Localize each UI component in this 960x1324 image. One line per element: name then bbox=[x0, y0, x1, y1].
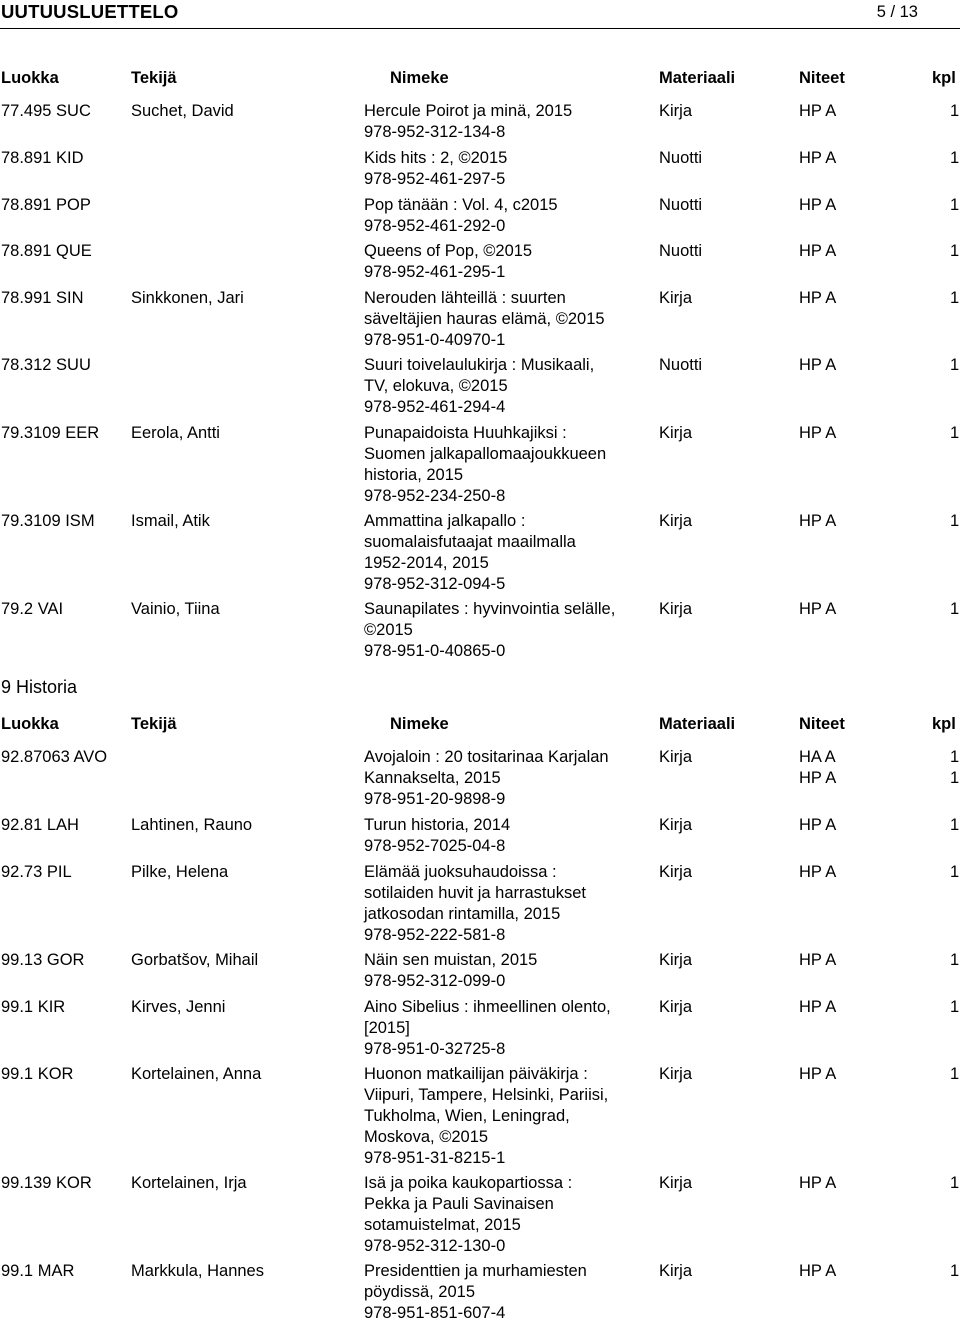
column-header-niteet: Niteet bbox=[799, 69, 845, 87]
title-line: Kids hits : 2, ©2015 bbox=[364, 149, 508, 167]
column-header-nimeke: Nimeke bbox=[390, 715, 449, 733]
class-code: 78.891 KID bbox=[1, 149, 84, 167]
class-code: 78.891 QUE bbox=[1, 242, 92, 260]
title-line: Pekka ja Pauli Savinaisen bbox=[364, 1195, 554, 1213]
page-number: 5 / 13 bbox=[876, 3, 918, 21]
material-type: Kirja bbox=[659, 1262, 693, 1280]
location-code: HP A bbox=[799, 356, 837, 374]
column-header-row-2 bbox=[0, 714, 960, 735]
class-code: 77.495 SUC bbox=[1, 102, 91, 120]
title-line: Turun historia, 2014 bbox=[364, 816, 511, 834]
count-value: 1 bbox=[950, 512, 960, 530]
isbn: 978-952-222-581-8 bbox=[364, 926, 506, 944]
isbn: 978-951-0-32725-8 bbox=[364, 1040, 506, 1058]
title-line: Presidenttien ja murhamiesten bbox=[364, 1262, 587, 1280]
copies-count bbox=[950, 815, 959, 836]
title-line: Elämää juoksuhaudoissa : bbox=[364, 863, 557, 881]
count-value: 1 bbox=[950, 289, 960, 307]
section-title: 9 Historia bbox=[1, 677, 78, 697]
title-block bbox=[364, 862, 654, 946]
title-line: pöydissä, 2015 bbox=[364, 1283, 475, 1301]
title-block bbox=[364, 101, 654, 143]
isbn: 978-952-461-297-5 bbox=[364, 170, 506, 188]
isbn: 978-952-312-134-8 bbox=[364, 123, 506, 141]
title-line: TV, elokuva, ©2015 bbox=[364, 377, 508, 395]
title-line: Avojaloin : 20 tositarinaa Karjalan bbox=[364, 748, 609, 766]
count-value: 1 bbox=[950, 102, 960, 120]
copies-location bbox=[799, 1261, 836, 1282]
copies-location bbox=[799, 950, 836, 971]
copies-count bbox=[950, 423, 959, 444]
title-line: säveltäjien hauras elämä, ©2015 bbox=[364, 310, 605, 328]
document-title: UUTUUSLUETTELO bbox=[1, 1, 179, 22]
isbn: 978-952-312-099-0 bbox=[364, 972, 506, 990]
count-value: 1 bbox=[950, 242, 960, 260]
class-code: 92.81 LAH bbox=[1, 816, 79, 834]
title-line: Suuri toivelaulukirja : Musikaali, bbox=[364, 356, 595, 374]
copies-count bbox=[950, 511, 959, 532]
copies-location bbox=[799, 1173, 836, 1194]
copies-count bbox=[950, 599, 959, 620]
title-line: jatkosodan rintamilla, 2015 bbox=[364, 905, 561, 923]
author: Pilke, Helena bbox=[131, 863, 229, 881]
location-code: HP A bbox=[799, 102, 837, 120]
title-line: Tukholma, Wien, Leningrad, bbox=[364, 1107, 570, 1125]
location-code: HP A bbox=[799, 289, 837, 307]
count-value: 1 bbox=[950, 863, 960, 881]
author: Sinkkonen, Jari bbox=[131, 289, 244, 307]
title-block bbox=[364, 997, 654, 1060]
location-code: HA A bbox=[799, 748, 836, 766]
location-code: HP A bbox=[799, 863, 837, 881]
title-line: Hercule Poirot ja minä, 2015 bbox=[364, 102, 573, 120]
count-value: 1 bbox=[950, 424, 960, 442]
copies-location bbox=[799, 511, 836, 532]
title-line: Isä ja poika kaukopartiossa : bbox=[364, 1174, 573, 1192]
material-type: Kirja bbox=[659, 1174, 693, 1192]
count-value: 1 bbox=[950, 1262, 960, 1280]
count-value: 1 bbox=[950, 196, 960, 214]
title-block bbox=[364, 241, 654, 283]
copies-count bbox=[950, 148, 959, 169]
title-line: sotamuistelmat, 2015 bbox=[364, 1216, 521, 1234]
copies-location bbox=[799, 423, 836, 444]
isbn: 978-952-312-130-0 bbox=[364, 1237, 506, 1255]
copies-count bbox=[950, 241, 959, 262]
copies-count bbox=[950, 1064, 959, 1085]
material-type: Kirja bbox=[659, 998, 693, 1016]
location-code: HP A bbox=[799, 769, 837, 787]
location-code: HP A bbox=[799, 600, 837, 618]
material-type: Kirja bbox=[659, 102, 693, 120]
copies-location bbox=[799, 355, 836, 376]
title-line: historia, 2015 bbox=[364, 466, 464, 484]
material-type: Nuotti bbox=[659, 356, 703, 374]
author: Vainio, Tiina bbox=[131, 600, 220, 618]
title-line: [2015] bbox=[364, 1019, 410, 1037]
class-code: 78.991 SIN bbox=[1, 289, 84, 307]
isbn: 978-951-20-9898-9 bbox=[364, 790, 506, 808]
column-header-luokka: Luokka bbox=[1, 69, 59, 87]
copies-location bbox=[799, 101, 836, 122]
page-header bbox=[0, 0, 960, 28]
copies-location bbox=[799, 1064, 836, 1085]
title-block bbox=[364, 195, 654, 237]
material-type: Kirja bbox=[659, 951, 693, 969]
material-type: Nuotti bbox=[659, 242, 703, 260]
copies-count bbox=[950, 288, 959, 309]
copies-count bbox=[950, 950, 959, 971]
material-type: Nuotti bbox=[659, 196, 703, 214]
title-block bbox=[364, 599, 654, 662]
title-line: Suomen jalkapallomaajoukkueen bbox=[364, 445, 607, 463]
author: Lahtinen, Rauno bbox=[131, 816, 253, 834]
copies-count bbox=[950, 1261, 959, 1282]
copies-count bbox=[950, 355, 959, 376]
copies-count bbox=[950, 747, 959, 789]
column-header-materiaali: Materiaali bbox=[659, 715, 736, 733]
title-block bbox=[364, 511, 654, 595]
count-value: 1 bbox=[950, 998, 960, 1016]
title-block bbox=[364, 747, 654, 810]
location-code: HP A bbox=[799, 424, 837, 442]
material-type: Kirja bbox=[659, 816, 693, 834]
author: Kirves, Jenni bbox=[131, 998, 226, 1016]
location-code: HP A bbox=[799, 512, 837, 530]
class-code: 78.312 SUU bbox=[1, 356, 91, 374]
copies-location bbox=[799, 862, 836, 883]
location-code: HP A bbox=[799, 998, 837, 1016]
copies-location bbox=[799, 747, 836, 789]
title-block bbox=[364, 423, 654, 507]
isbn: 978-952-461-295-1 bbox=[364, 263, 506, 281]
copies-count bbox=[950, 101, 959, 122]
class-code: 79.2 VAI bbox=[1, 600, 64, 618]
isbn: 978-952-312-094-5 bbox=[364, 575, 506, 593]
author: Suchet, David bbox=[131, 102, 234, 120]
title-line: 1952-2014, 2015 bbox=[364, 554, 489, 572]
author: Ismail, Atik bbox=[131, 512, 210, 530]
column-header-kpl: kpl bbox=[932, 715, 956, 733]
author: Gorbatšov, Mihail bbox=[131, 951, 259, 969]
copies-location bbox=[799, 195, 836, 216]
header-divider bbox=[0, 28, 960, 29]
class-code: 92.87063 AVO bbox=[1, 748, 108, 766]
title-line: Viipuri, Tampere, Helsinki, Pariisi, bbox=[364, 1086, 609, 1104]
title-line: Nerouden lähteillä : suurten bbox=[364, 289, 566, 307]
class-code: 99.139 KOR bbox=[1, 1174, 92, 1192]
title-block bbox=[364, 288, 654, 351]
location-code: HP A bbox=[799, 1065, 837, 1083]
title-line: suomalaisfutaajat maailmalla bbox=[364, 533, 576, 551]
title-line: Saunapilates : hyvinvointia selälle, bbox=[364, 600, 616, 618]
isbn: 978-952-7025-04-8 bbox=[364, 837, 506, 855]
title-line: Näin sen muistan, 2015 bbox=[364, 951, 538, 969]
title-block bbox=[364, 815, 654, 857]
copies-location bbox=[799, 815, 836, 836]
column-header-tekija: Tekijä bbox=[131, 715, 177, 733]
copies-location bbox=[799, 241, 836, 262]
count-value: 1 bbox=[950, 748, 960, 766]
title-block bbox=[364, 1064, 654, 1169]
title-line: Huonon matkailijan päiväkirja : bbox=[364, 1065, 588, 1083]
material-type: Kirja bbox=[659, 512, 693, 530]
count-value: 1 bbox=[950, 816, 960, 834]
column-header-materiaali: Materiaali bbox=[659, 69, 736, 87]
title-line: Moskova, ©2015 bbox=[364, 1128, 489, 1146]
author: Kortelainen, Anna bbox=[131, 1065, 262, 1083]
column-header-niteet: Niteet bbox=[799, 715, 845, 733]
material-type: Nuotti bbox=[659, 149, 703, 167]
title-line: Punapaidoista Huuhkajiksi : bbox=[364, 424, 567, 442]
copies-count bbox=[950, 1173, 959, 1194]
title-line: sotilaiden huvit ja harrastukset bbox=[364, 884, 586, 902]
column-header-luokka: Luokka bbox=[1, 715, 59, 733]
material-type: Kirja bbox=[659, 424, 693, 442]
class-code: 92.73 PIL bbox=[1, 863, 72, 881]
class-code: 99.1 MAR bbox=[1, 1262, 75, 1280]
class-code: 79.3109 EER bbox=[1, 424, 100, 442]
material-type: Kirja bbox=[659, 600, 693, 618]
author: Eerola, Antti bbox=[131, 424, 220, 442]
location-code: HP A bbox=[799, 149, 837, 167]
isbn: 978-952-461-292-0 bbox=[364, 217, 506, 235]
isbn: 978-951-0-40865-0 bbox=[364, 642, 506, 660]
title-block bbox=[364, 1261, 654, 1324]
material-type: Kirja bbox=[659, 748, 693, 766]
title-block bbox=[364, 950, 654, 992]
copies-location bbox=[799, 148, 836, 169]
title-line: Kannakselta, 2015 bbox=[364, 769, 501, 787]
location-code: HP A bbox=[799, 1174, 837, 1192]
class-code: 99.13 GOR bbox=[1, 951, 85, 969]
isbn: 978-951-851-607-4 bbox=[364, 1304, 506, 1322]
copies-count bbox=[950, 195, 959, 216]
title-line: Pop tänään : Vol. 4, c2015 bbox=[364, 196, 558, 214]
title-line: Queens of Pop, ©2015 bbox=[364, 242, 533, 260]
copies-count bbox=[950, 997, 959, 1018]
count-value: 1 bbox=[950, 149, 960, 167]
count-value: 1 bbox=[950, 1065, 960, 1083]
title-block bbox=[364, 1173, 654, 1257]
author: Markkula, Hannes bbox=[131, 1262, 264, 1280]
location-code: HP A bbox=[799, 1262, 837, 1280]
count-value: 1 bbox=[950, 769, 960, 787]
column-header-tekija: Tekijä bbox=[131, 69, 177, 87]
material-type: Kirja bbox=[659, 289, 693, 307]
count-value: 1 bbox=[950, 1174, 960, 1192]
count-value: 1 bbox=[950, 356, 960, 374]
location-code: HP A bbox=[799, 196, 837, 214]
location-code: HP A bbox=[799, 951, 837, 969]
title-line: Ammattina jalkapallo : bbox=[364, 512, 526, 530]
isbn: 978-951-0-40970-1 bbox=[364, 331, 506, 349]
title-line: Aino Sibelius : ihmeellinen olento, bbox=[364, 998, 611, 1016]
isbn: 978-951-31-8215-1 bbox=[364, 1149, 506, 1167]
class-code: 99.1 KOR bbox=[1, 1065, 74, 1083]
copies-count bbox=[950, 862, 959, 883]
class-code: 78.891 POP bbox=[1, 196, 91, 214]
class-code: 99.1 KIR bbox=[1, 998, 66, 1016]
isbn: 978-952-461-294-4 bbox=[364, 398, 506, 416]
copies-location bbox=[799, 288, 836, 309]
copies-location bbox=[799, 997, 836, 1018]
column-header-nimeke: Nimeke bbox=[390, 69, 449, 87]
material-type: Kirja bbox=[659, 1065, 693, 1083]
count-value: 1 bbox=[950, 951, 960, 969]
copies-location bbox=[799, 599, 836, 620]
title-block bbox=[364, 355, 654, 418]
title-line: ©2015 bbox=[364, 621, 413, 639]
count-value: 1 bbox=[950, 600, 960, 618]
class-code: 79.3109 ISM bbox=[1, 512, 95, 530]
title-block bbox=[364, 148, 654, 190]
column-header-row bbox=[0, 68, 960, 89]
material-type: Kirja bbox=[659, 863, 693, 881]
author: Kortelainen, Irja bbox=[131, 1174, 247, 1192]
isbn: 978-952-234-250-8 bbox=[364, 487, 506, 505]
column-header-kpl: kpl bbox=[932, 69, 956, 87]
location-code: HP A bbox=[799, 242, 837, 260]
location-code: HP A bbox=[799, 816, 837, 834]
